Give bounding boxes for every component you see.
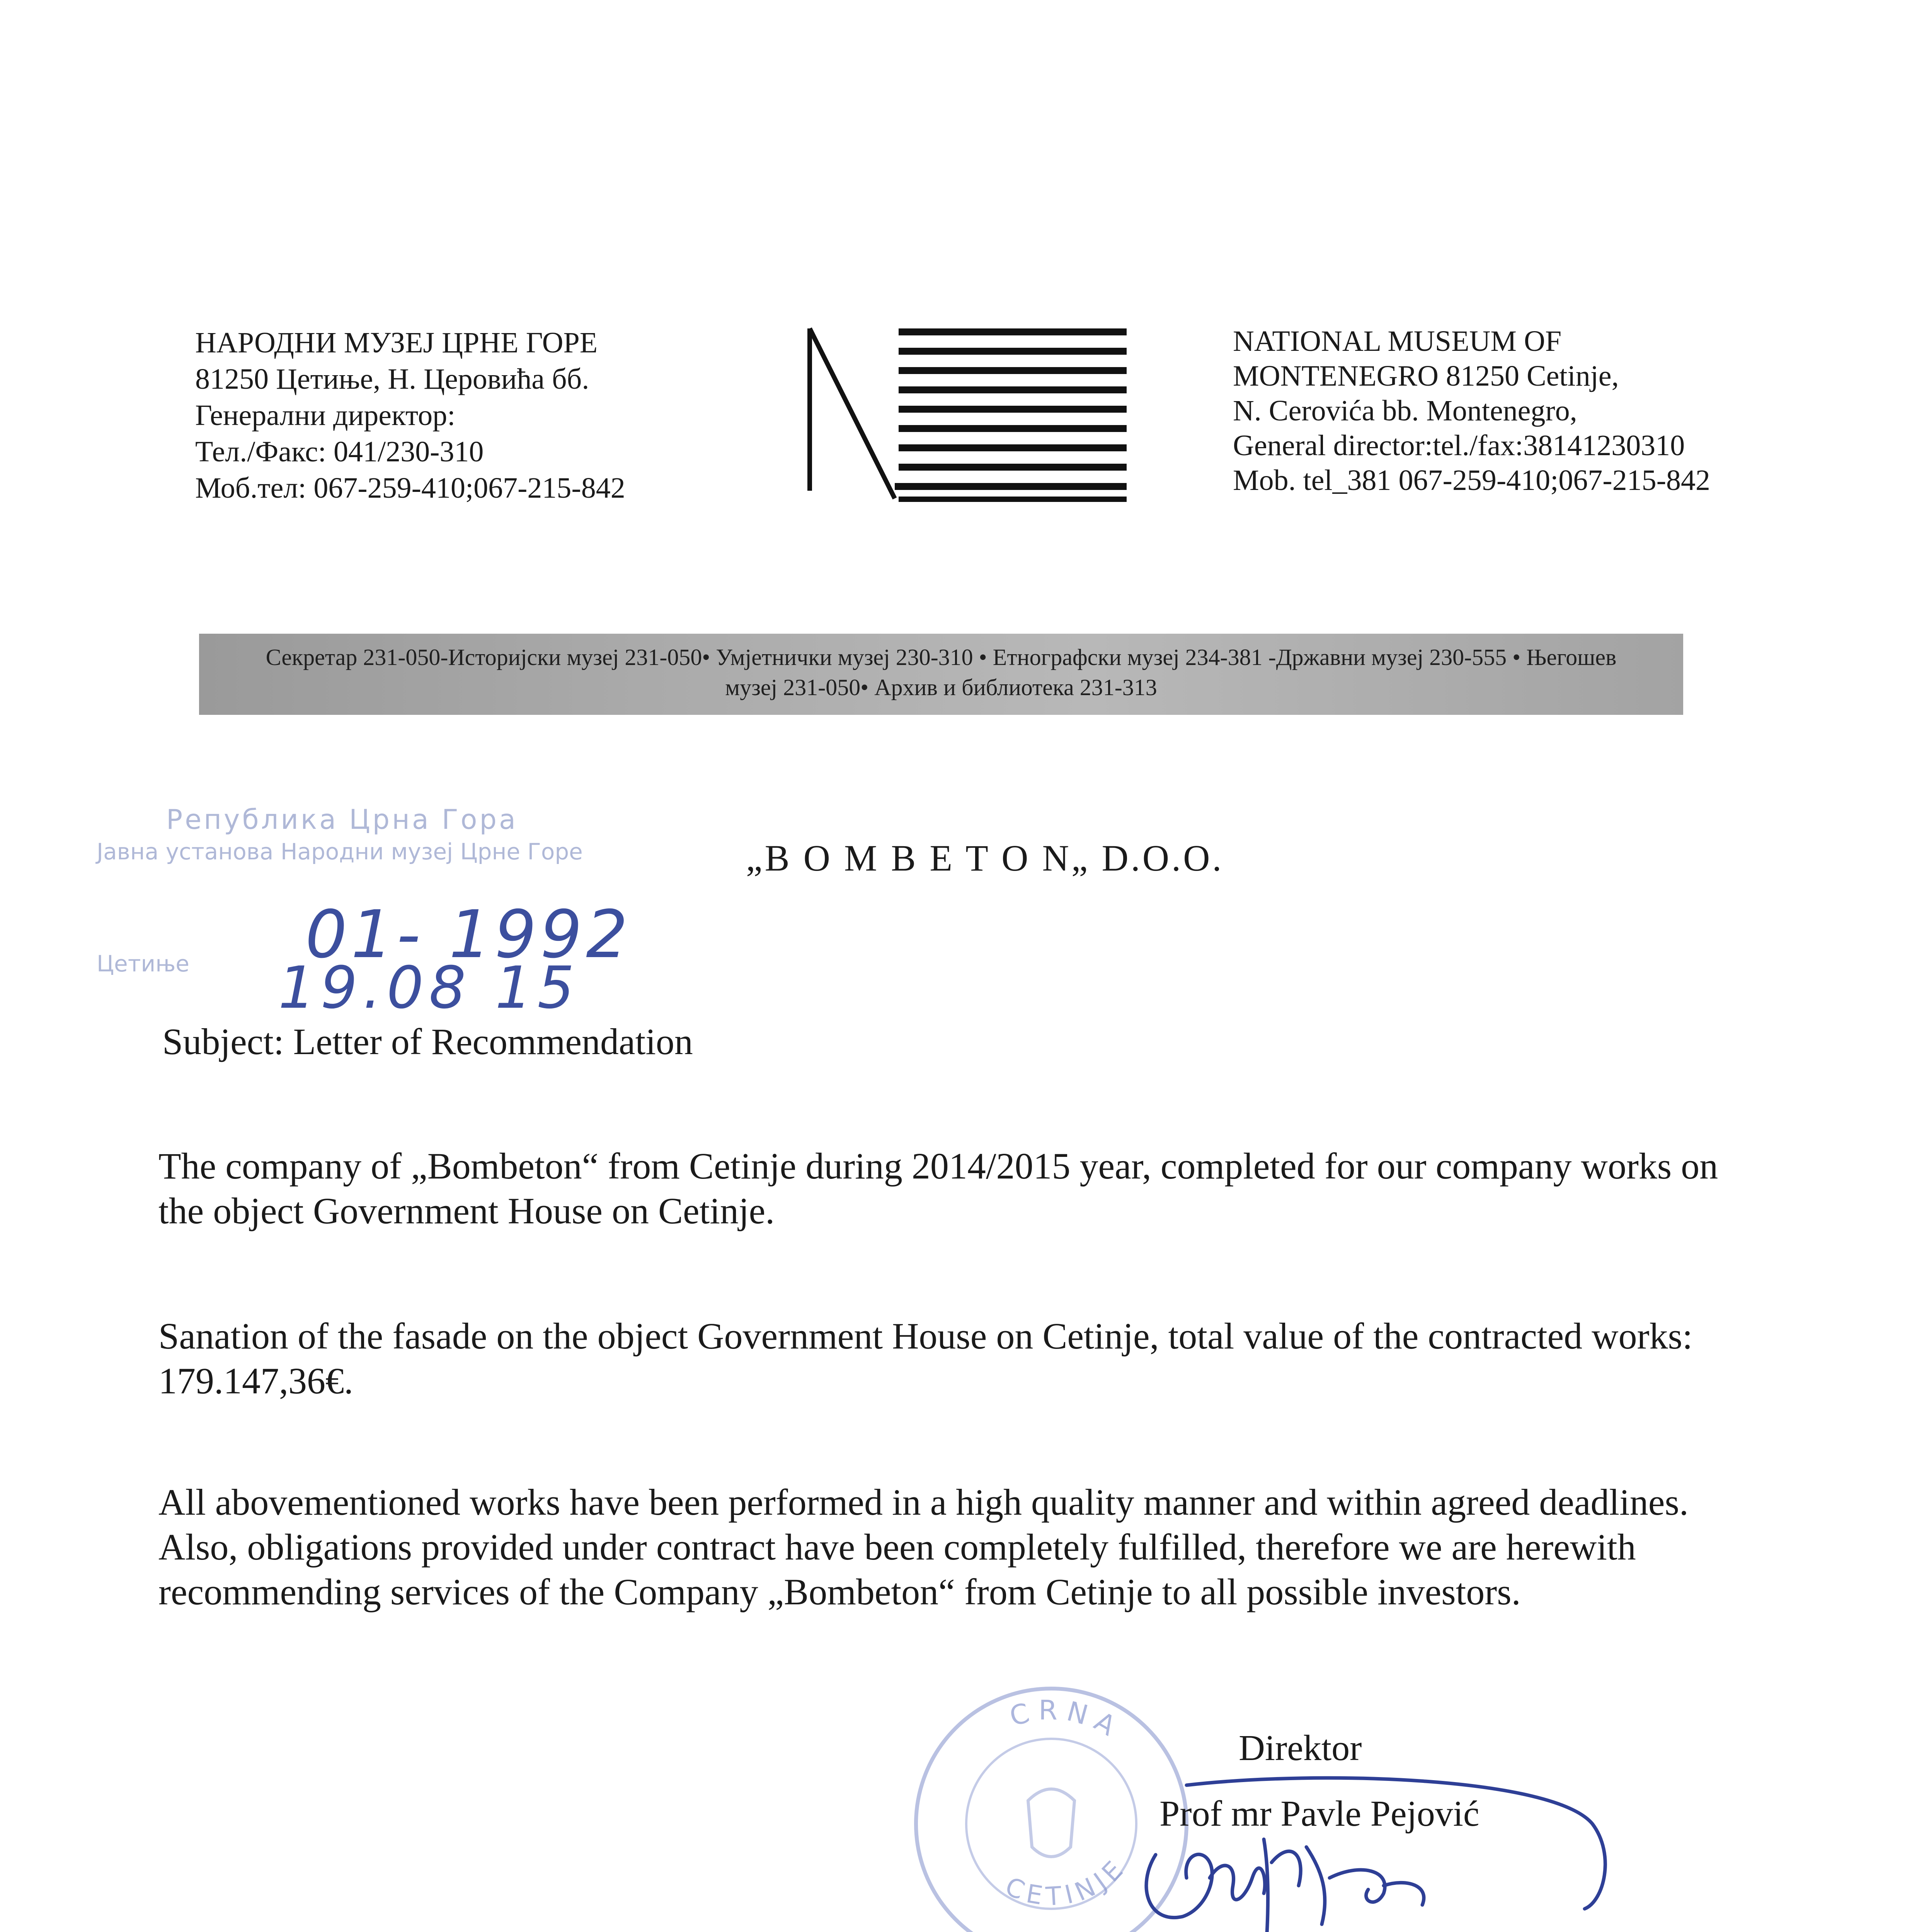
header-right-line: N. Cerovića bb. Montenegro, xyxy=(1233,395,1577,427)
seal-text: CRNA xyxy=(1006,1694,1128,1746)
header-right-line: Mob. tel_381 067-259-410;067-215-842 xyxy=(1233,464,1710,497)
header-left-address xyxy=(195,325,625,506)
recipient: „B O M B E T O N„ D.O.O. xyxy=(746,837,1224,879)
body-paragraph: The company of „Bombeton“ from Cetinje during 2014/2015 year, completed for our company works on the object Government House on Cetinje. xyxy=(158,1145,1718,1231)
header-left-line: 81250 Цетиње, Н. Церовића бб. xyxy=(195,363,589,395)
registry-number: 01- 1992 xyxy=(305,896,632,973)
subject-line: Subject: Letter of Recommendation xyxy=(162,1021,693,1062)
signatory-name: Prof mr Pavle Pejović xyxy=(1159,1794,1480,1834)
header-right-line: MONTENEGRO 81250 Cetinje, xyxy=(1233,360,1619,392)
header-left-line: Генерални директор: xyxy=(195,399,456,432)
handwritten-signature xyxy=(1090,1762,1662,1932)
header-left-line: Тел./Факс: 041/230-310 xyxy=(195,435,484,468)
header-right-address xyxy=(1233,324,1710,498)
banner-line: Секретар 231-050-Историјски музеј 231-050• Умјетнички музеј 230-310 • Етнографски музеј 234-381 -Државни музеј 230-555 • Његошев xyxy=(266,645,1617,670)
museum-logo-icon xyxy=(806,321,1134,508)
header-left-line: НАРОДНИ МУЗЕЈ ЦРНЕ ГОРЕ xyxy=(195,327,598,359)
body-paragraph: All abovementioned works have been performed in a high quality manner and within agreed deadlines. Also, obligations provided under contract have been completely fulfilled, therefore we are herewith recommending services of the Company „Bombeton“ from Cetinje to all possible investors. xyxy=(158,1481,1689,1612)
stamp-line: Јавна установа Народни музеј Црне Горе xyxy=(97,838,583,865)
registry-date: 19.08 15 xyxy=(278,954,580,1022)
phone-directory-banner xyxy=(199,634,1683,715)
header-right-line: General director:tel./fax:38141230310 xyxy=(1233,429,1685,462)
banner-line: музеј 231-050• Архив и библиотека 231-313 xyxy=(725,675,1157,700)
stamp-line: Република Црна Гора xyxy=(166,804,518,835)
header-right-line: NATIONAL MUSEUM OF xyxy=(1233,325,1562,357)
header-left-line: Моб.тел: 067-259-410;067-215-842 xyxy=(195,472,625,504)
signatory-title: Direktor xyxy=(1239,1728,1362,1768)
seal-text: CETINJE xyxy=(1001,1851,1133,1912)
body-paragraph: Sanation of the fasade on the object Government House on Cetinje, total value of the contracted works: 179.147,36€. xyxy=(158,1315,1693,1401)
stamp-line: Цетиње xyxy=(97,951,189,977)
